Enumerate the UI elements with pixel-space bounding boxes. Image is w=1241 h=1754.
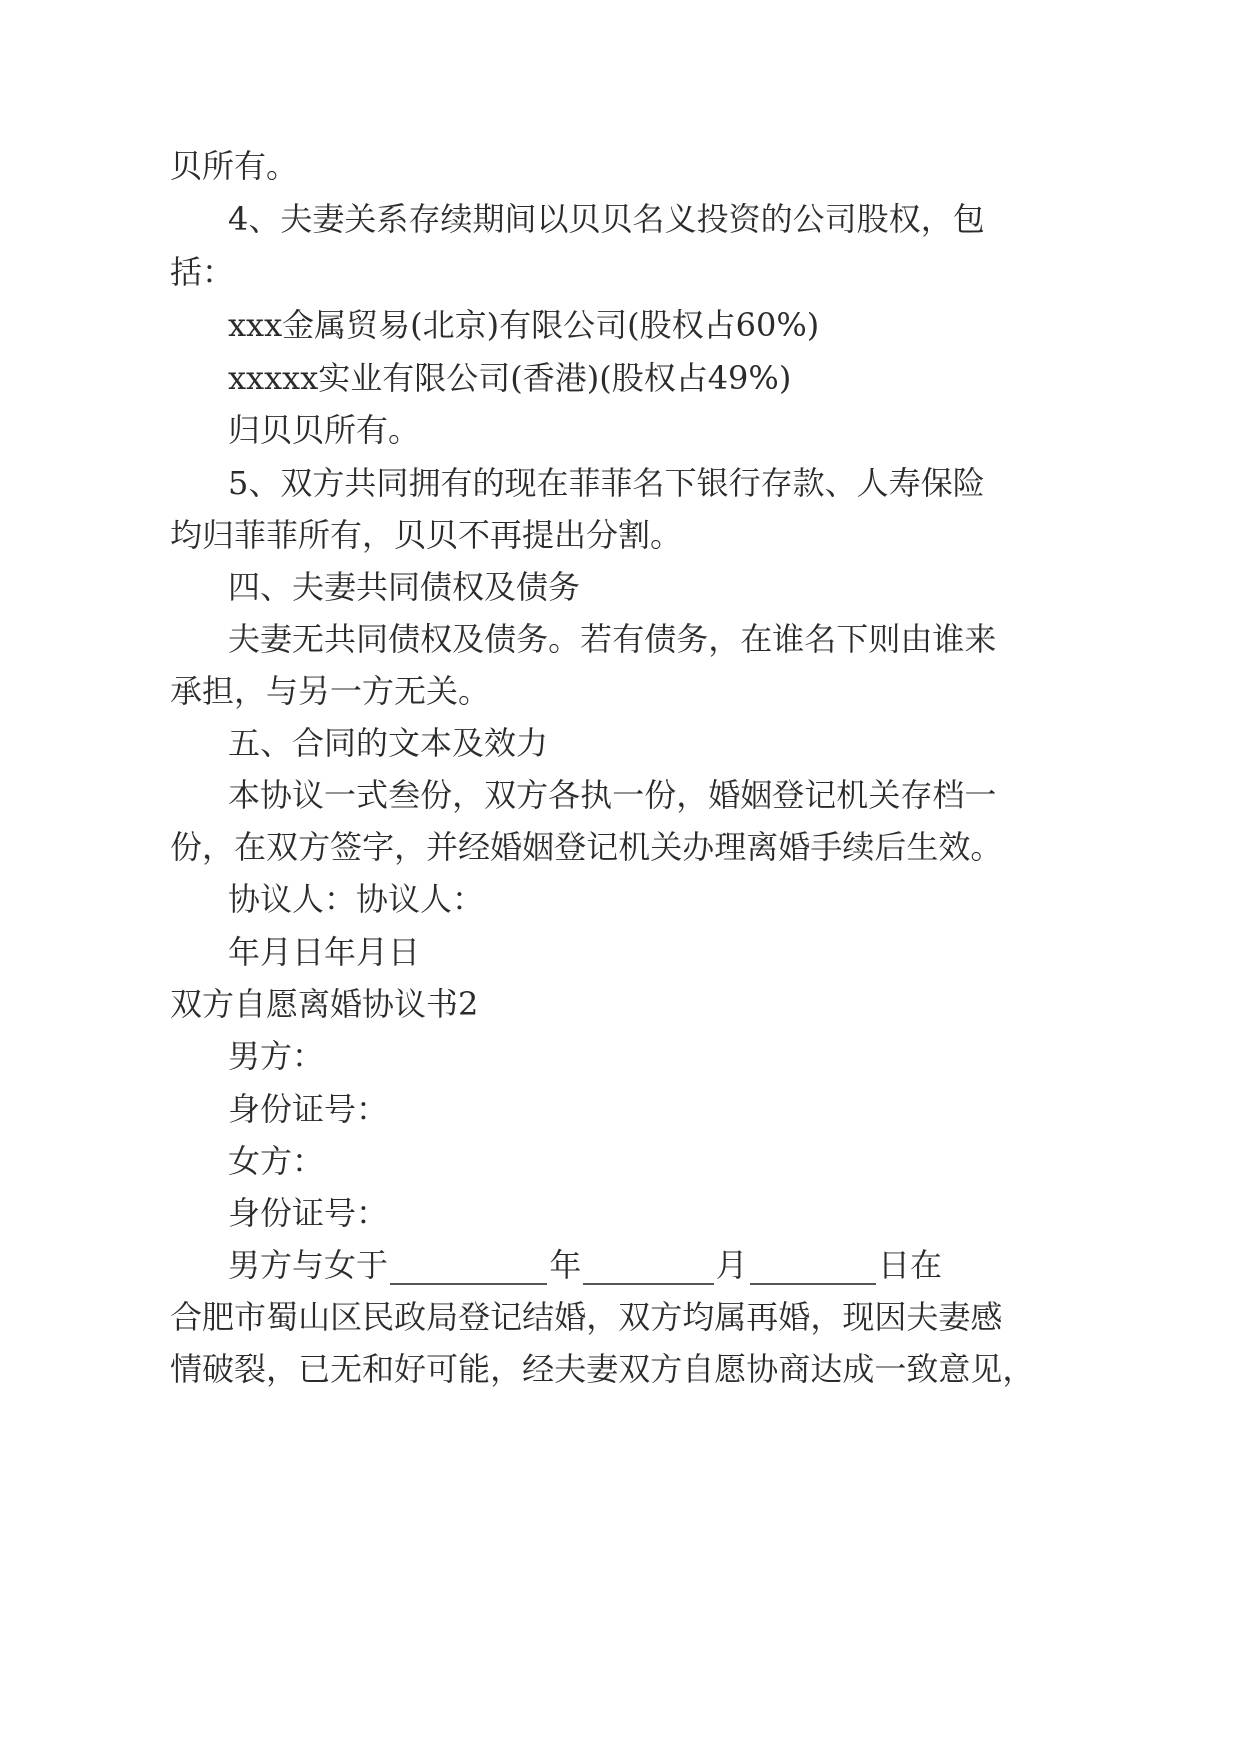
glyph: 共 xyxy=(344,464,377,502)
glyph: 方 xyxy=(298,828,331,866)
glyph: 、 xyxy=(248,464,281,502)
marriage-prefix: 男方与女于 xyxy=(228,1246,389,1284)
glyph: 、 xyxy=(824,464,857,502)
glyph: 人 xyxy=(856,464,889,502)
glyph: 拥 xyxy=(408,464,441,502)
glyph: 离 xyxy=(746,828,779,866)
form-label: 身份证号： xyxy=(228,1090,389,1128)
glyph: 记 xyxy=(804,776,837,814)
glyph: 贝 xyxy=(568,200,601,238)
glyph: 债 xyxy=(484,620,517,658)
glyph: 姻 xyxy=(740,776,773,814)
glyph: 债 xyxy=(388,620,421,658)
glyph: 在 xyxy=(536,464,569,502)
glyph: 婚 xyxy=(554,1298,587,1336)
glyph: 登 xyxy=(458,1298,491,1336)
glyph: 机 xyxy=(618,828,651,866)
glyph: 关 xyxy=(868,776,901,814)
glyph: 名 xyxy=(632,200,665,238)
glyph: 公 xyxy=(792,200,825,238)
glyph: 务 xyxy=(516,620,549,658)
glyph: 期 xyxy=(472,200,505,238)
glyph: 成 xyxy=(842,1350,875,1388)
month-blank xyxy=(583,1255,713,1285)
glyph: 4 xyxy=(228,200,249,238)
text-line xyxy=(228,463,985,503)
glyph: 并 xyxy=(426,828,459,866)
glyph: 各 xyxy=(548,776,581,814)
glyph: 可 xyxy=(426,1350,459,1388)
glyph: 签 xyxy=(330,828,363,866)
glyph: 存 xyxy=(900,776,933,814)
glyph: 方 xyxy=(312,464,345,502)
glyph: 续 xyxy=(842,828,875,866)
glyph: ， xyxy=(202,828,235,866)
section-heading: 五、合同的文本及效力 xyxy=(228,724,549,762)
glyph: 区 xyxy=(330,1298,363,1336)
glyph: 记 xyxy=(490,1298,523,1336)
glyph: 义 xyxy=(664,200,697,238)
glyph: 妻 xyxy=(586,1350,619,1388)
glyph: 下 xyxy=(664,464,697,502)
glyph: 续 xyxy=(440,200,473,238)
glyph: 登 xyxy=(772,776,805,814)
glyph: 一 xyxy=(964,776,997,814)
glyph: 局 xyxy=(426,1298,459,1336)
glyph: 妻 xyxy=(260,620,293,658)
glyph: 资 xyxy=(728,200,761,238)
glyph: 贝 xyxy=(600,200,633,238)
glyph: ， xyxy=(266,1350,299,1388)
text-line: 括： xyxy=(170,253,235,291)
text-line: xxxxx实业有限公司(香港)(股权占49%) xyxy=(228,359,792,397)
glyph: 在 xyxy=(740,620,773,658)
glyph: 夫 xyxy=(906,1298,939,1336)
glyph: 由 xyxy=(900,620,933,658)
glyph: 理 xyxy=(714,828,747,866)
glyph: 的 xyxy=(472,464,505,502)
glyph: 裂 xyxy=(234,1350,267,1388)
glyph: 因 xyxy=(874,1298,907,1336)
text-line: 承担，与另一方无关。 xyxy=(170,672,491,710)
glyph: 及 xyxy=(452,620,485,658)
glyph: 权 xyxy=(420,620,453,658)
glyph: 档 xyxy=(932,776,965,814)
glyph: 和 xyxy=(362,1350,395,1388)
glyph: 夫 xyxy=(554,1350,587,1388)
glyph: 务 xyxy=(676,620,709,658)
glyph: 以 xyxy=(536,200,569,238)
year-blank xyxy=(390,1255,547,1285)
glyph: 民 xyxy=(362,1298,395,1336)
glyph: 机 xyxy=(836,776,869,814)
glyph: 式 xyxy=(356,776,389,814)
glyph: 夫 xyxy=(228,620,261,658)
day-blank xyxy=(750,1255,876,1285)
glyph: ， xyxy=(394,828,427,866)
glyph: 双 xyxy=(484,776,517,814)
glyph: 银 xyxy=(696,464,729,502)
glyph: 寿 xyxy=(888,464,921,502)
glyph: 山 xyxy=(298,1298,331,1336)
glyph: 结 xyxy=(522,1298,555,1336)
glyph: 能 xyxy=(458,1350,491,1388)
glyph: 债 xyxy=(644,620,677,658)
glyph: 。 xyxy=(970,828,1003,866)
glyph: 共 xyxy=(324,620,357,658)
glyph: 一 xyxy=(612,776,645,814)
glyph: 后 xyxy=(874,828,907,866)
section-heading: 四、夫妻共同债权及债务 xyxy=(228,568,581,606)
glyph: 投 xyxy=(696,200,729,238)
glyph: 的 xyxy=(760,200,793,238)
text-line xyxy=(170,827,1003,867)
glyph: ， xyxy=(676,776,709,814)
glyph: 款 xyxy=(792,464,825,502)
glyph: 破 xyxy=(202,1350,235,1388)
glyph: 谁 xyxy=(932,620,965,658)
glyph: 均 xyxy=(682,1298,715,1336)
glyph: 。 xyxy=(548,620,581,658)
glyph: 现 xyxy=(504,464,537,502)
glyph: 再 xyxy=(746,1298,779,1336)
glyph: 无 xyxy=(330,1350,363,1388)
form-label: 女方： xyxy=(228,1142,325,1180)
text-line xyxy=(170,1297,1003,1337)
glyph: 方 xyxy=(650,1298,683,1336)
glyph: 蜀 xyxy=(266,1298,299,1336)
glyph: 登 xyxy=(554,828,587,866)
glyph: 叁 xyxy=(388,776,421,814)
text-line: 均归菲菲所有，贝贝不再提出分割。 xyxy=(170,516,683,554)
glyph: 达 xyxy=(810,1350,843,1388)
date-line: 年月日年月日 xyxy=(228,933,421,971)
glyph: 合 xyxy=(170,1298,203,1336)
form-label: 男方： xyxy=(228,1037,325,1075)
glyph: 关 xyxy=(650,828,683,866)
glyph: 系 xyxy=(376,200,409,238)
glyph: 同 xyxy=(376,464,409,502)
glyph: 手 xyxy=(810,828,843,866)
glyph: 生 xyxy=(906,828,939,866)
glyph: 行 xyxy=(728,464,761,502)
glyph: 方 xyxy=(650,1350,683,1388)
glyph: 双 xyxy=(618,1350,651,1388)
glyph: 则 xyxy=(868,620,901,658)
glyph: 间 xyxy=(504,200,537,238)
glyph: 份 xyxy=(170,828,203,866)
glyph: ， xyxy=(452,776,485,814)
glyph: 在 xyxy=(234,828,267,866)
glyph: 保 xyxy=(920,464,953,502)
glyph: 已 xyxy=(298,1350,331,1388)
glyph: 下 xyxy=(836,620,869,658)
document-title: 双方自愿离婚协议书2 xyxy=(170,985,479,1023)
glyph: 现 xyxy=(842,1298,875,1336)
glyph: 股 xyxy=(856,200,889,238)
glyph: 本 xyxy=(228,776,261,814)
glyph: 份 xyxy=(644,776,677,814)
glyph: 存 xyxy=(408,200,441,238)
glyph: 经 xyxy=(522,1350,555,1388)
glyph: 菲 xyxy=(568,464,601,502)
text-line: xxx金属贸易(北京)有限公司(股权占60%) xyxy=(228,306,820,344)
form-label: 身份证号： xyxy=(228,1194,389,1232)
glyph: 婚 xyxy=(490,828,523,866)
glyph: 办 xyxy=(682,828,715,866)
glyph: 妻 xyxy=(312,200,345,238)
glyph: 见 xyxy=(970,1350,1003,1388)
glyph: 属 xyxy=(714,1298,747,1336)
glyph: 妻 xyxy=(938,1298,971,1336)
glyph: 无 xyxy=(292,620,325,658)
glyph: 情 xyxy=(170,1350,203,1388)
glyph: 险 xyxy=(952,464,985,502)
glyph: 议 xyxy=(292,776,325,814)
glyph: 自 xyxy=(682,1350,715,1388)
glyph: 包 xyxy=(952,200,985,238)
glyph: 婚 xyxy=(708,776,741,814)
glyph: 关 xyxy=(344,200,377,238)
glyph: 同 xyxy=(356,620,389,658)
glyph: 好 xyxy=(394,1350,427,1388)
glyph: 一 xyxy=(874,1350,907,1388)
glyph: 双 xyxy=(618,1298,651,1336)
glyph: ， xyxy=(490,1350,523,1388)
year-label: 年 xyxy=(549,1246,582,1284)
glyph: 协 xyxy=(746,1350,779,1388)
glyph: 致 xyxy=(906,1350,939,1388)
glyph: 5 xyxy=(228,464,249,502)
text-line: 归贝贝所有。 xyxy=(228,411,421,449)
day-place-label: 日在 xyxy=(877,1246,942,1284)
glyph: 名 xyxy=(632,464,665,502)
glyph: 一 xyxy=(324,776,357,814)
text-line xyxy=(170,1349,1035,1389)
glyph: 婚 xyxy=(778,1298,811,1336)
glyph: ， xyxy=(586,1298,619,1336)
glyph: 夫 xyxy=(280,200,313,238)
signature-line: 协议人：协议人： xyxy=(228,880,485,918)
glyph: 、 xyxy=(248,200,281,238)
glyph: 感 xyxy=(970,1298,1003,1336)
glyph: 菲 xyxy=(600,464,633,502)
glyph: 来 xyxy=(964,620,997,658)
month-label: 月 xyxy=(715,1246,748,1284)
glyph: 双 xyxy=(280,464,313,502)
glyph: 经 xyxy=(458,828,491,866)
glyph: 有 xyxy=(440,464,473,502)
glyph: ， xyxy=(810,1298,843,1336)
glyph: ， xyxy=(708,620,741,658)
glyph: 婚 xyxy=(778,828,811,866)
glyph: 执 xyxy=(580,776,613,814)
glyph: 有 xyxy=(612,620,645,658)
glyph: 愿 xyxy=(714,1350,747,1388)
glyph: 若 xyxy=(580,620,613,658)
glyph: 记 xyxy=(586,828,619,866)
glyph: 意 xyxy=(938,1350,971,1388)
glyph: ， xyxy=(920,200,953,238)
glyph: 司 xyxy=(824,200,857,238)
glyph: 协 xyxy=(260,776,293,814)
text-line: 贝所有。 xyxy=(170,147,299,185)
text-line xyxy=(228,619,997,659)
glyph: ， xyxy=(1002,1350,1035,1388)
glyph: 名 xyxy=(804,620,837,658)
marriage-date-line xyxy=(228,1245,942,1285)
glyph: 方 xyxy=(516,776,549,814)
glyph: 肥 xyxy=(202,1298,235,1336)
glyph: 存 xyxy=(760,464,793,502)
text-line xyxy=(228,199,985,239)
glyph: 谁 xyxy=(772,620,805,658)
glyph: 份 xyxy=(420,776,453,814)
glyph: 双 xyxy=(266,828,299,866)
glyph: 市 xyxy=(234,1298,267,1336)
glyph: 政 xyxy=(394,1298,427,1336)
glyph: 字 xyxy=(362,828,395,866)
glyph: 商 xyxy=(778,1350,811,1388)
glyph: 效 xyxy=(938,828,971,866)
glyph: 权 xyxy=(888,200,921,238)
glyph: 姻 xyxy=(522,828,555,866)
text-line xyxy=(228,775,997,815)
